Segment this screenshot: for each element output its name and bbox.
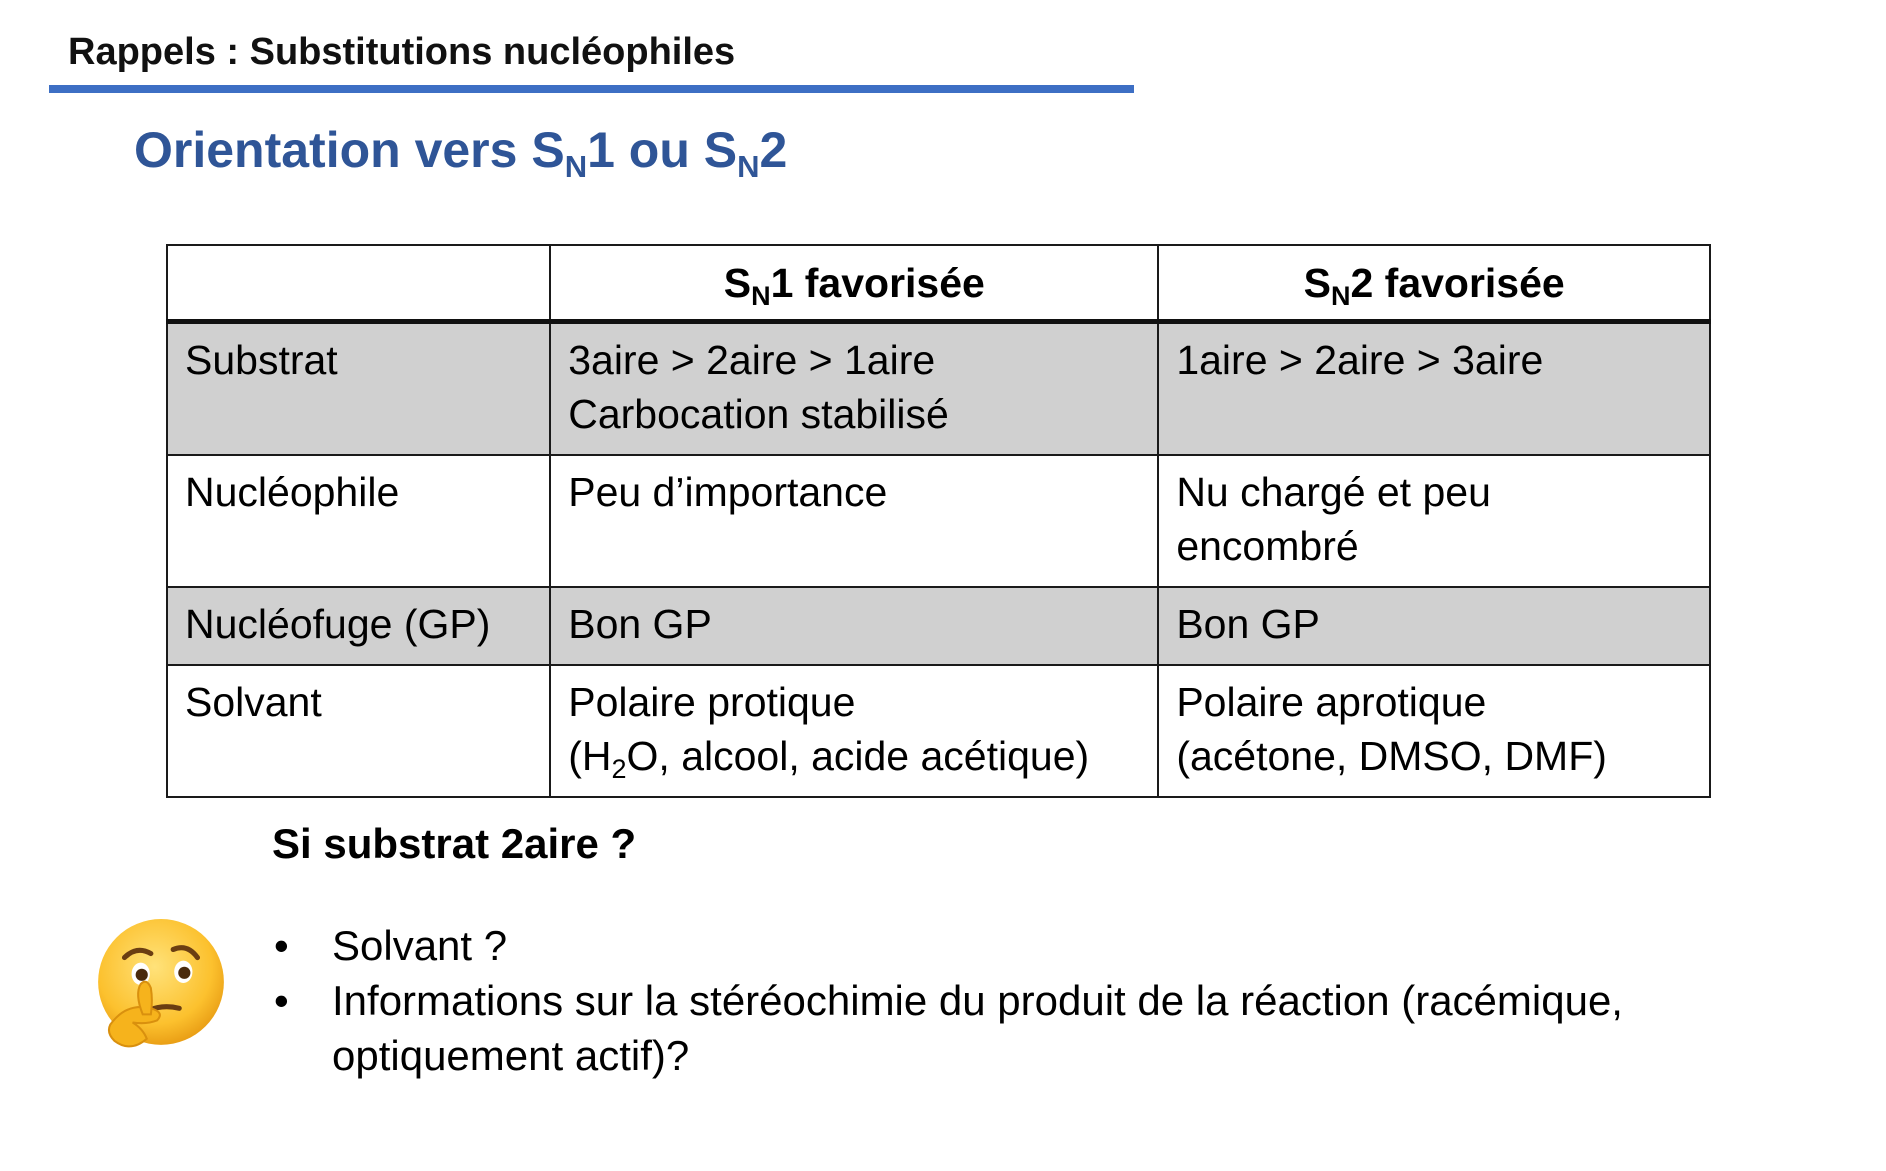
row-label: Substrat bbox=[167, 322, 550, 456]
header-sn2: $S_N2$ favorisée bbox=[1158, 245, 1710, 322]
sn1-cell: Bon GP bbox=[550, 587, 1158, 665]
bullet-icon: • bbox=[274, 922, 289, 969]
row-label: Nucléophile bbox=[167, 455, 550, 587]
header-title: Rappels : Substitutions nucléophiles bbox=[68, 31, 736, 73]
table-row bbox=[167, 587, 1710, 665]
header-divider bbox=[49, 85, 1134, 93]
sn2-cell: Polaire aprotique (acétone, DMSO, DMF) bbox=[1158, 665, 1710, 797]
table-row bbox=[167, 665, 1710, 797]
comparison-table bbox=[166, 244, 1711, 798]
sn1-cell: 3aire > 2aire > 1aire Carbocation stabilisé bbox=[550, 322, 1158, 456]
question-heading: Si substrat 2aire ? bbox=[272, 820, 637, 867]
table-row bbox=[167, 455, 1710, 587]
row-label: Nucléofuge (GP) bbox=[167, 587, 550, 665]
table-header-row bbox=[167, 245, 1710, 322]
sn1-cell: Polaire protique ($H_2O$, alcool, acide acétique) bbox=[550, 665, 1158, 797]
sn2-cell: Nu chargé et peu encombré bbox=[1158, 455, 1710, 587]
header-sn1: $S_N1$ favorisée bbox=[550, 245, 1158, 322]
table-row bbox=[167, 322, 1710, 456]
thinking-face-icon bbox=[90, 915, 232, 1057]
list-item: • Solvant ? bbox=[272, 918, 1732, 973]
row-label: Solvant bbox=[167, 665, 550, 797]
list-item: • Informations sur la stéréochimie du produit de la réaction (racémique, optiquement actif)? bbox=[272, 973, 1732, 1083]
header-empty-cell bbox=[167, 245, 550, 322]
sn2-cell: Bon GP bbox=[1158, 587, 1710, 665]
sn1-cell: Peu d’importance bbox=[550, 455, 1158, 587]
bullet-icon: • bbox=[274, 977, 289, 1024]
bullet-list bbox=[272, 918, 1732, 1083]
sn2-cell: 1aire > 2aire > 3aire bbox=[1158, 322, 1710, 456]
slide-title: Orientation vers $S_N1$ ou $S_N2$ bbox=[134, 122, 788, 184]
